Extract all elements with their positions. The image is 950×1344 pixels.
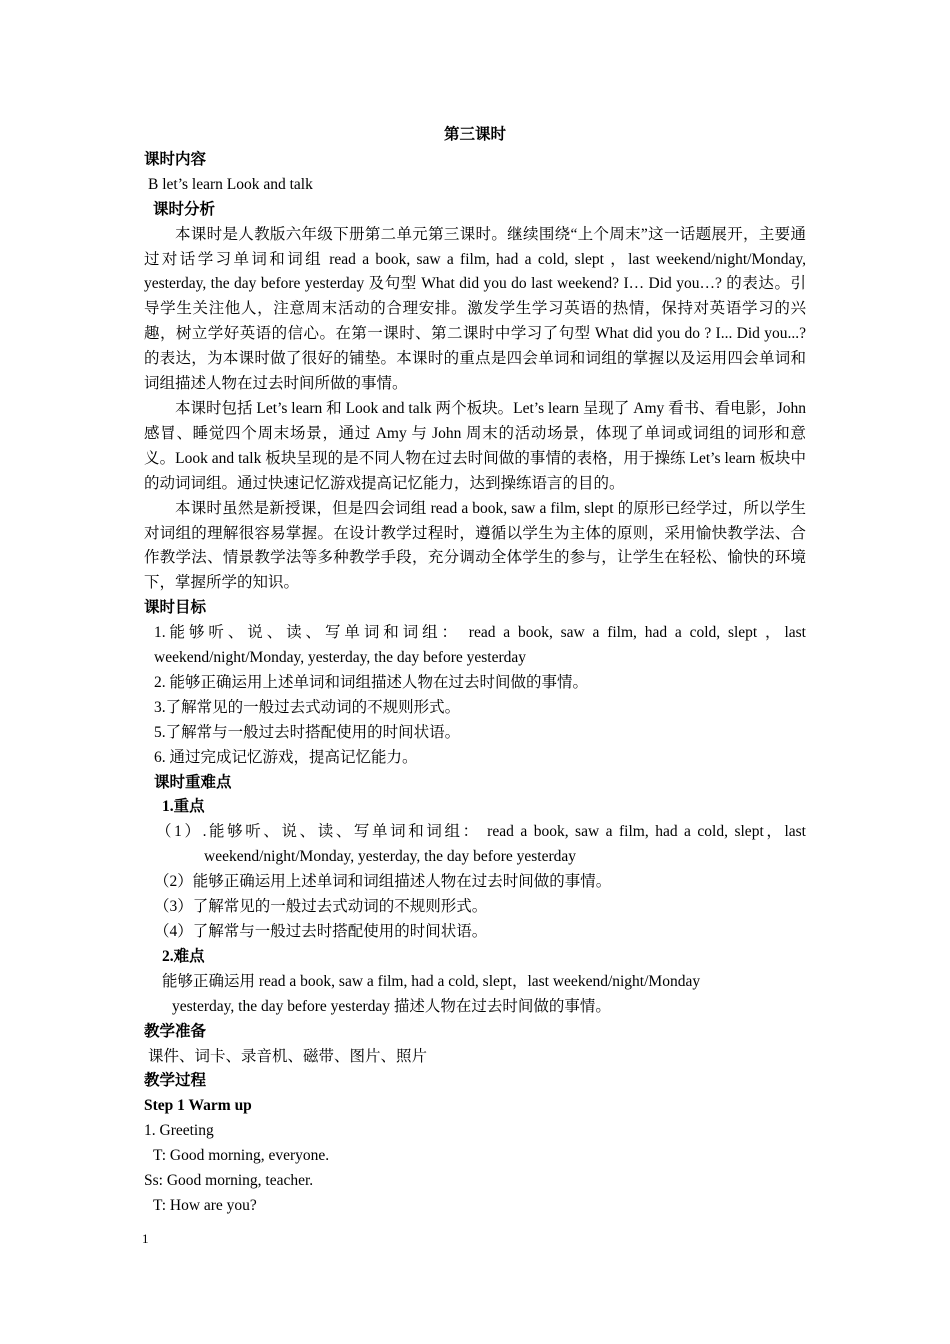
analysis-paragraph-3: 本课时虽然是新授课，但是四会词组 read a book, saw a film, slept 的原形已经学过，所以学生对词组的理解很容易掌握。在设计教学过程时，遵循以学生为主体的原则，采用愉快教学法、合作教学法、情景教学法等多种教学手段，充分调动全体学生的参与，让学生在轻松、愉快的环境下，掌握所学的知识。 — [144, 499, 806, 592]
key-1-line-a: （1）.能够听、说、读、写单词和词组： read a book, saw a film, had a cold, slept，last — [156, 823, 806, 841]
key-3: （3）了解常见的一般过去式动词的不规则形式。 — [154, 898, 488, 916]
content-text: B let’s learn Look and talk — [148, 175, 313, 193]
goal-5: 5.了解常与一般过去时搭配使用的时间状语。 — [154, 723, 461, 741]
analysis-paragraph-2: 本课时包括 Let’s learn 和 Look and talk 两个板块。Let’s learn 呈现了 Amy 看书、看电影，John 感冒、睡觉四个周末场景，通过 Amy 与 John 周末的活动场景，体现了单词或词组的词形和意义。Look and talk 板块呈现的是不同人物在过去时间做的事情的表格，用于操练 Let’s learn 板块中的动词词组。通过快速记忆游戏提高记忆能力，达到操练语言的目的。 — [144, 399, 806, 492]
page-title: 第三课时 — [443, 126, 506, 143]
goal-1-line-a: 1.能够听、说、读、写单词和词组： read a book, saw a film, had a cold, slept ，last — [154, 624, 806, 642]
step-1-heading: Step 1 Warm up — [144, 1097, 252, 1115]
prep-text: 课件、词卡、录音机、磁带、图片、照片 — [148, 1047, 428, 1065]
key-1-line-b: weekend/night/Monday, yesterday, the day before yesterday — [204, 848, 577, 866]
goal-1-line-b: weekend/night/Monday, yesterday, the day before yesterday — [154, 649, 527, 667]
analysis-heading: 课时分析 — [153, 200, 216, 218]
key-2: （2）能够正确运用上述单词和词组描述人物在过去时间做的事情。 — [154, 873, 612, 891]
difficult-line-b: yesterday, the day before yesterday 描述人物在过去时间做的事情。 — [172, 997, 611, 1015]
goal-2: 2. 能够正确运用上述单词和词组描述人物在过去时间做的事情。 — [154, 673, 589, 691]
key-4: （4）了解常与一般过去时搭配使用的时间状语。 — [154, 923, 488, 940]
document-body — [144, 123, 806, 1219]
goal-1 — [144, 621, 806, 671]
page-number: 1 — [142, 1231, 149, 1246]
greeting-item: 1. Greeting — [144, 1122, 214, 1140]
goals-heading: 课时目标 — [144, 599, 207, 617]
difficult-heading: 2.难点 — [162, 947, 205, 965]
process-heading: 教学过程 — [144, 1072, 207, 1090]
difficult-line-a: 能够正确运用 read a book, saw a film, had a cold, slept，last weekend/night/Monday — [162, 972, 701, 990]
goal-3: 3.了解常见的一般过去式动词的不规则形式。 — [154, 698, 461, 716]
prep-heading: 教学准备 — [144, 1022, 207, 1040]
key-1 — [144, 820, 806, 870]
goal-6: 6. 通过完成记忆游戏，提高记忆能力。 — [154, 748, 418, 766]
dialogue-line-teacher-2: T: How are you? — [153, 1196, 257, 1214]
key-heading: 1.重点 — [162, 798, 205, 816]
analysis-paragraph-1: 本课时是人教版六年级下册第二单元第三课时。继续围绕“上个周末”这一话题展开，主要通过对话学习单词和词组 read a book, saw a film, had a cold, slept ，last weekend/night/Monday, yesterday, the day before yesterday 及句型 What did you do last weekend? I… Did you…? 的表达。引导学生关注他人，注意周末活动的合理安排。激发学生学习英语的热情，保持对英语学习的兴趣，树立学好英语的信心。在第一课时、第二课时中学习了句型 What did you do ? I... Did you...? 的表达，为本课时做了很好的铺垫。本课时的重点是四会单词和词组的掌握以及运用四会单词和词组描述人物在过去时间所做的事情。 — [144, 225, 806, 393]
keypoints-heading: 课时重难点 — [154, 773, 232, 791]
content-heading: 课时内容 — [144, 150, 207, 168]
dialogue-line-teacher-1: T: Good morning, everyone. — [153, 1147, 330, 1165]
dialogue-line-students-1: Ss: Good morning, teacher. — [144, 1172, 314, 1190]
